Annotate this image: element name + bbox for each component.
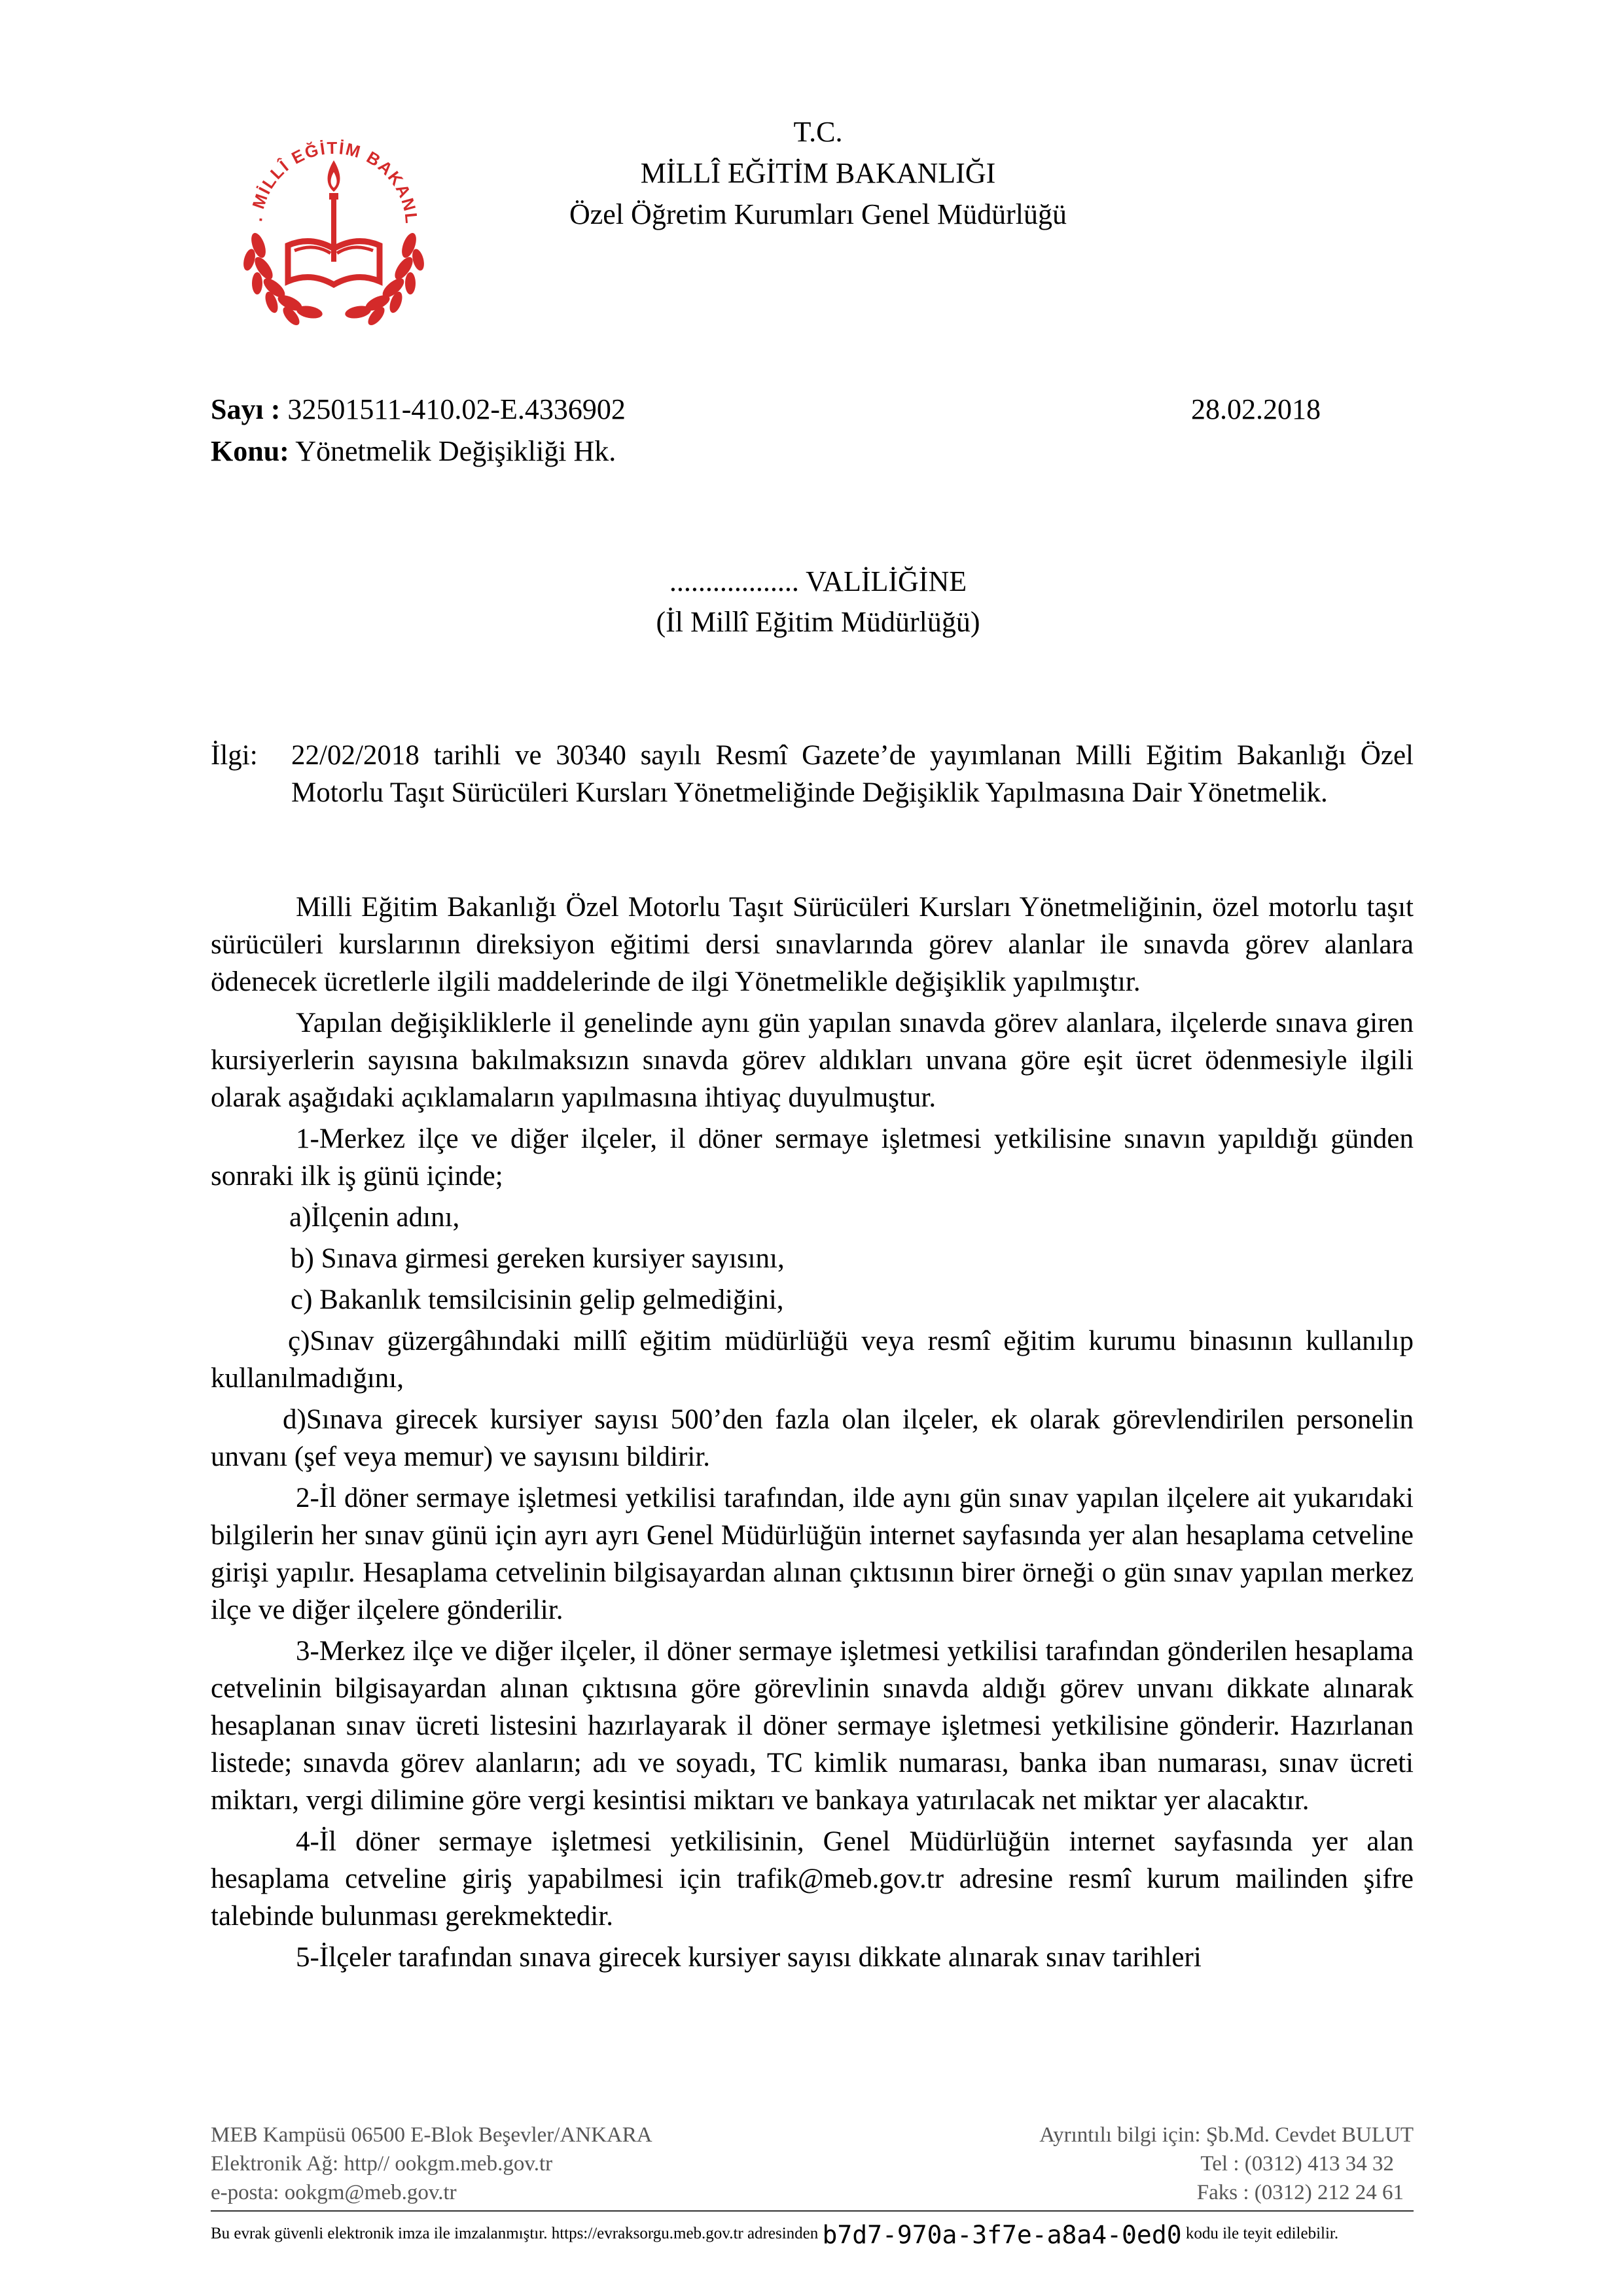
paragraph-4: 2-İl döner sermaye işletmesi yetkilisi tarafından, ilde aynı gün sınav yapılan ilçelere ait yukarıdaki bilgilerin her sınav günü için ayrı ayrı Genel Müdürlüğün internet sayfasında yer alan hesaplama cetveline girişi yapılır. Hesaplama cetvelinin bilgisayardan alınan çıktısının birer örneği o gün sınav yapılan merkez ilçe ve diğer ilçelere gönderilir. bbox=[211, 1483, 1414, 1625]
addressee-line1: .................. VALİLİĞİNE bbox=[669, 565, 967, 597]
footer-fax: Faks : (0312) 212 24 61 bbox=[1196, 2181, 1404, 2204]
footer-web: Elektronik Ağ: http// ookgm.meb.gov.tr bbox=[211, 2152, 553, 2176]
list-item-c: c) Bakanlık temsilcisinin gelip gelmediğini, bbox=[291, 1284, 784, 1315]
header-directorate: Özel Öğretim Kurumları Genel Müdürlüğü bbox=[569, 198, 1067, 230]
paragraph-5: 3-Merkez ilçe ve diğer ilçeler, il döner sermaye işletmesi yetkilisi tarafından gönderilen hesaplama cetvelinin bilgisayardan alınan çıktısına göre görevlinin sınavda aldığı görev unvanı dikkate alınarak hesaplanan sınav ücreti listesini hazırlayarak il döner sermaye işletmesi yetkilisine gönderir. Hazırlanan listede; sınavda görev alanların; adı ve soyadı, TC kimlik numarası, banka iban numarası, sınav ücreti miktarı, vergi dilimine göre vergi kesintisi miktarı ve bankaya yatırılacak net miktar yer alacaktır. bbox=[211, 1636, 1414, 1816]
header-tc: T.C. bbox=[793, 116, 843, 148]
list-item-cc: ç)Sınav güzergâhındaki millî eğitim müdürlüğü veya resmî eğitim kurumu binasının kullanılıp kullanılmadığını, bbox=[211, 1326, 1414, 1394]
list-item-b: b) Sınava girmesi gereken kursiyer sayısını, bbox=[291, 1243, 785, 1274]
svg-text:T.C. MİLLÎ EĞİTİM BAKANLIĞI: . MİLLÎ EĞİTİM BAKANL bbox=[246, 137, 422, 226]
footer-tel: Tel : (0312) 413 34 32 bbox=[1200, 2152, 1394, 2176]
ilgi-label: İlgi: bbox=[211, 740, 258, 771]
paragraph-2: Yapılan değişikliklerle il genelinde aynı gün yapılan sınavda görev alanlara, ilçelerde sınava giren kursiyerlerin sayısına bakılmaksızın sınavda görev aldıkları unvana göre eşit ücret ödenmesiyle ilgili olarak aşağıdaki açıklamaların yapılmasına ihtiyaç duyulmuştur. bbox=[211, 1008, 1414, 1113]
konu-label: Konu: bbox=[211, 435, 289, 467]
konu-line bbox=[211, 432, 616, 471]
verify-text-before: Bu evrak güvenli elektronik imza ile imzalanmıştır. https://evraksorgu.meb.gov.tr adresinden bbox=[211, 2225, 823, 2242]
list-item-d: d)Sınava girecek kursiyer sayısı 500’den fazla olan ilçeler, ek olarak görevlendirilen personelin unvanı (şef veya memur) ve sayısını bildirir. bbox=[211, 1404, 1414, 1472]
paragraph-6: 4-İl döner sermaye işletmesi yetkilisinin, Genel Müdürlüğün internet sayfasında yer alan hesaplama cetveline giriş yapabilmesi için trafik@meb.gov.tr adresine resmî kurum mailinden şifre talebinde bulunması gerekmektedir. bbox=[211, 1826, 1414, 1932]
paragraph-1: Milli Eğitim Bakanlığı Özel Motorlu Taşıt Sürücüleri Kursları Yönetmeliğinin, özel motorlu taşıt sürücüleri kurslarının direksiyon eğitimi dersi sınavlarında görev alanlar ile sınavda görev alanlara ödenecek ücretlerle ilgili maddelerinde de ilgi Yönetmelikle değişiklik yapılmıştır. bbox=[211, 892, 1414, 997]
verify-text-after: kodu ile teyit edilebilir. bbox=[1181, 2225, 1339, 2242]
footer-address: MEB Kampüsü 06500 E-Blok Beşevler/ANKARA bbox=[211, 2123, 652, 2147]
paragraph-3: 1-Merkez ilçe ve diğer ilçeler, il döner sermaye işletmesi yetkilisine sınavın yapıldığı günden sonraki ilk iş günü içinde; bbox=[211, 1123, 1414, 1192]
ilgi-text: 22/02/2018 tarihli ve 30340 sayılı Resmî Gazete’de yayımlanan Milli Eğitim Bakanlığı Özel Motorlu Taşıt Sürücüleri Kursları Yönetmeliğinde Değişiklik Yapılmasına Dair Yönetmelik. bbox=[291, 740, 1414, 808]
addressee-line2: (İl Millî Eğitim Müdürlüğü) bbox=[656, 606, 980, 638]
list-item-a: a)İlçenin adını, bbox=[289, 1202, 460, 1233]
footer-divider bbox=[211, 2210, 1414, 2212]
footer-email: e-posta: ookgm@meb.gov.tr bbox=[211, 2181, 457, 2204]
sayi-value: 32501511-410.02-E.4336902 bbox=[280, 393, 626, 425]
verification-code: b7d7-970a-3f7e-a8a4-0ed0 bbox=[822, 2220, 1182, 2250]
footer-contact: Ayrıntılı bilgi için: Şb.Md. Cevdet BULUT bbox=[1039, 2123, 1414, 2147]
header-ministry: MİLLÎ EĞİTİM BAKANLIĞI bbox=[640, 157, 996, 189]
body-text bbox=[211, 889, 1414, 1976]
sayi-line bbox=[211, 390, 626, 429]
sayi-label: Sayı : bbox=[211, 393, 281, 425]
konu-value: Yönetmelik Değişikliği Hk. bbox=[289, 435, 616, 467]
paragraph-7: 5-İlçeler tarafından sınava girecek kursiyer sayısı dikkate alınarak sınav tarihleri bbox=[296, 1942, 1202, 1973]
document-date: 28.02.2018 bbox=[1191, 393, 1321, 425]
e-signature-notice bbox=[211, 2219, 1441, 2249]
